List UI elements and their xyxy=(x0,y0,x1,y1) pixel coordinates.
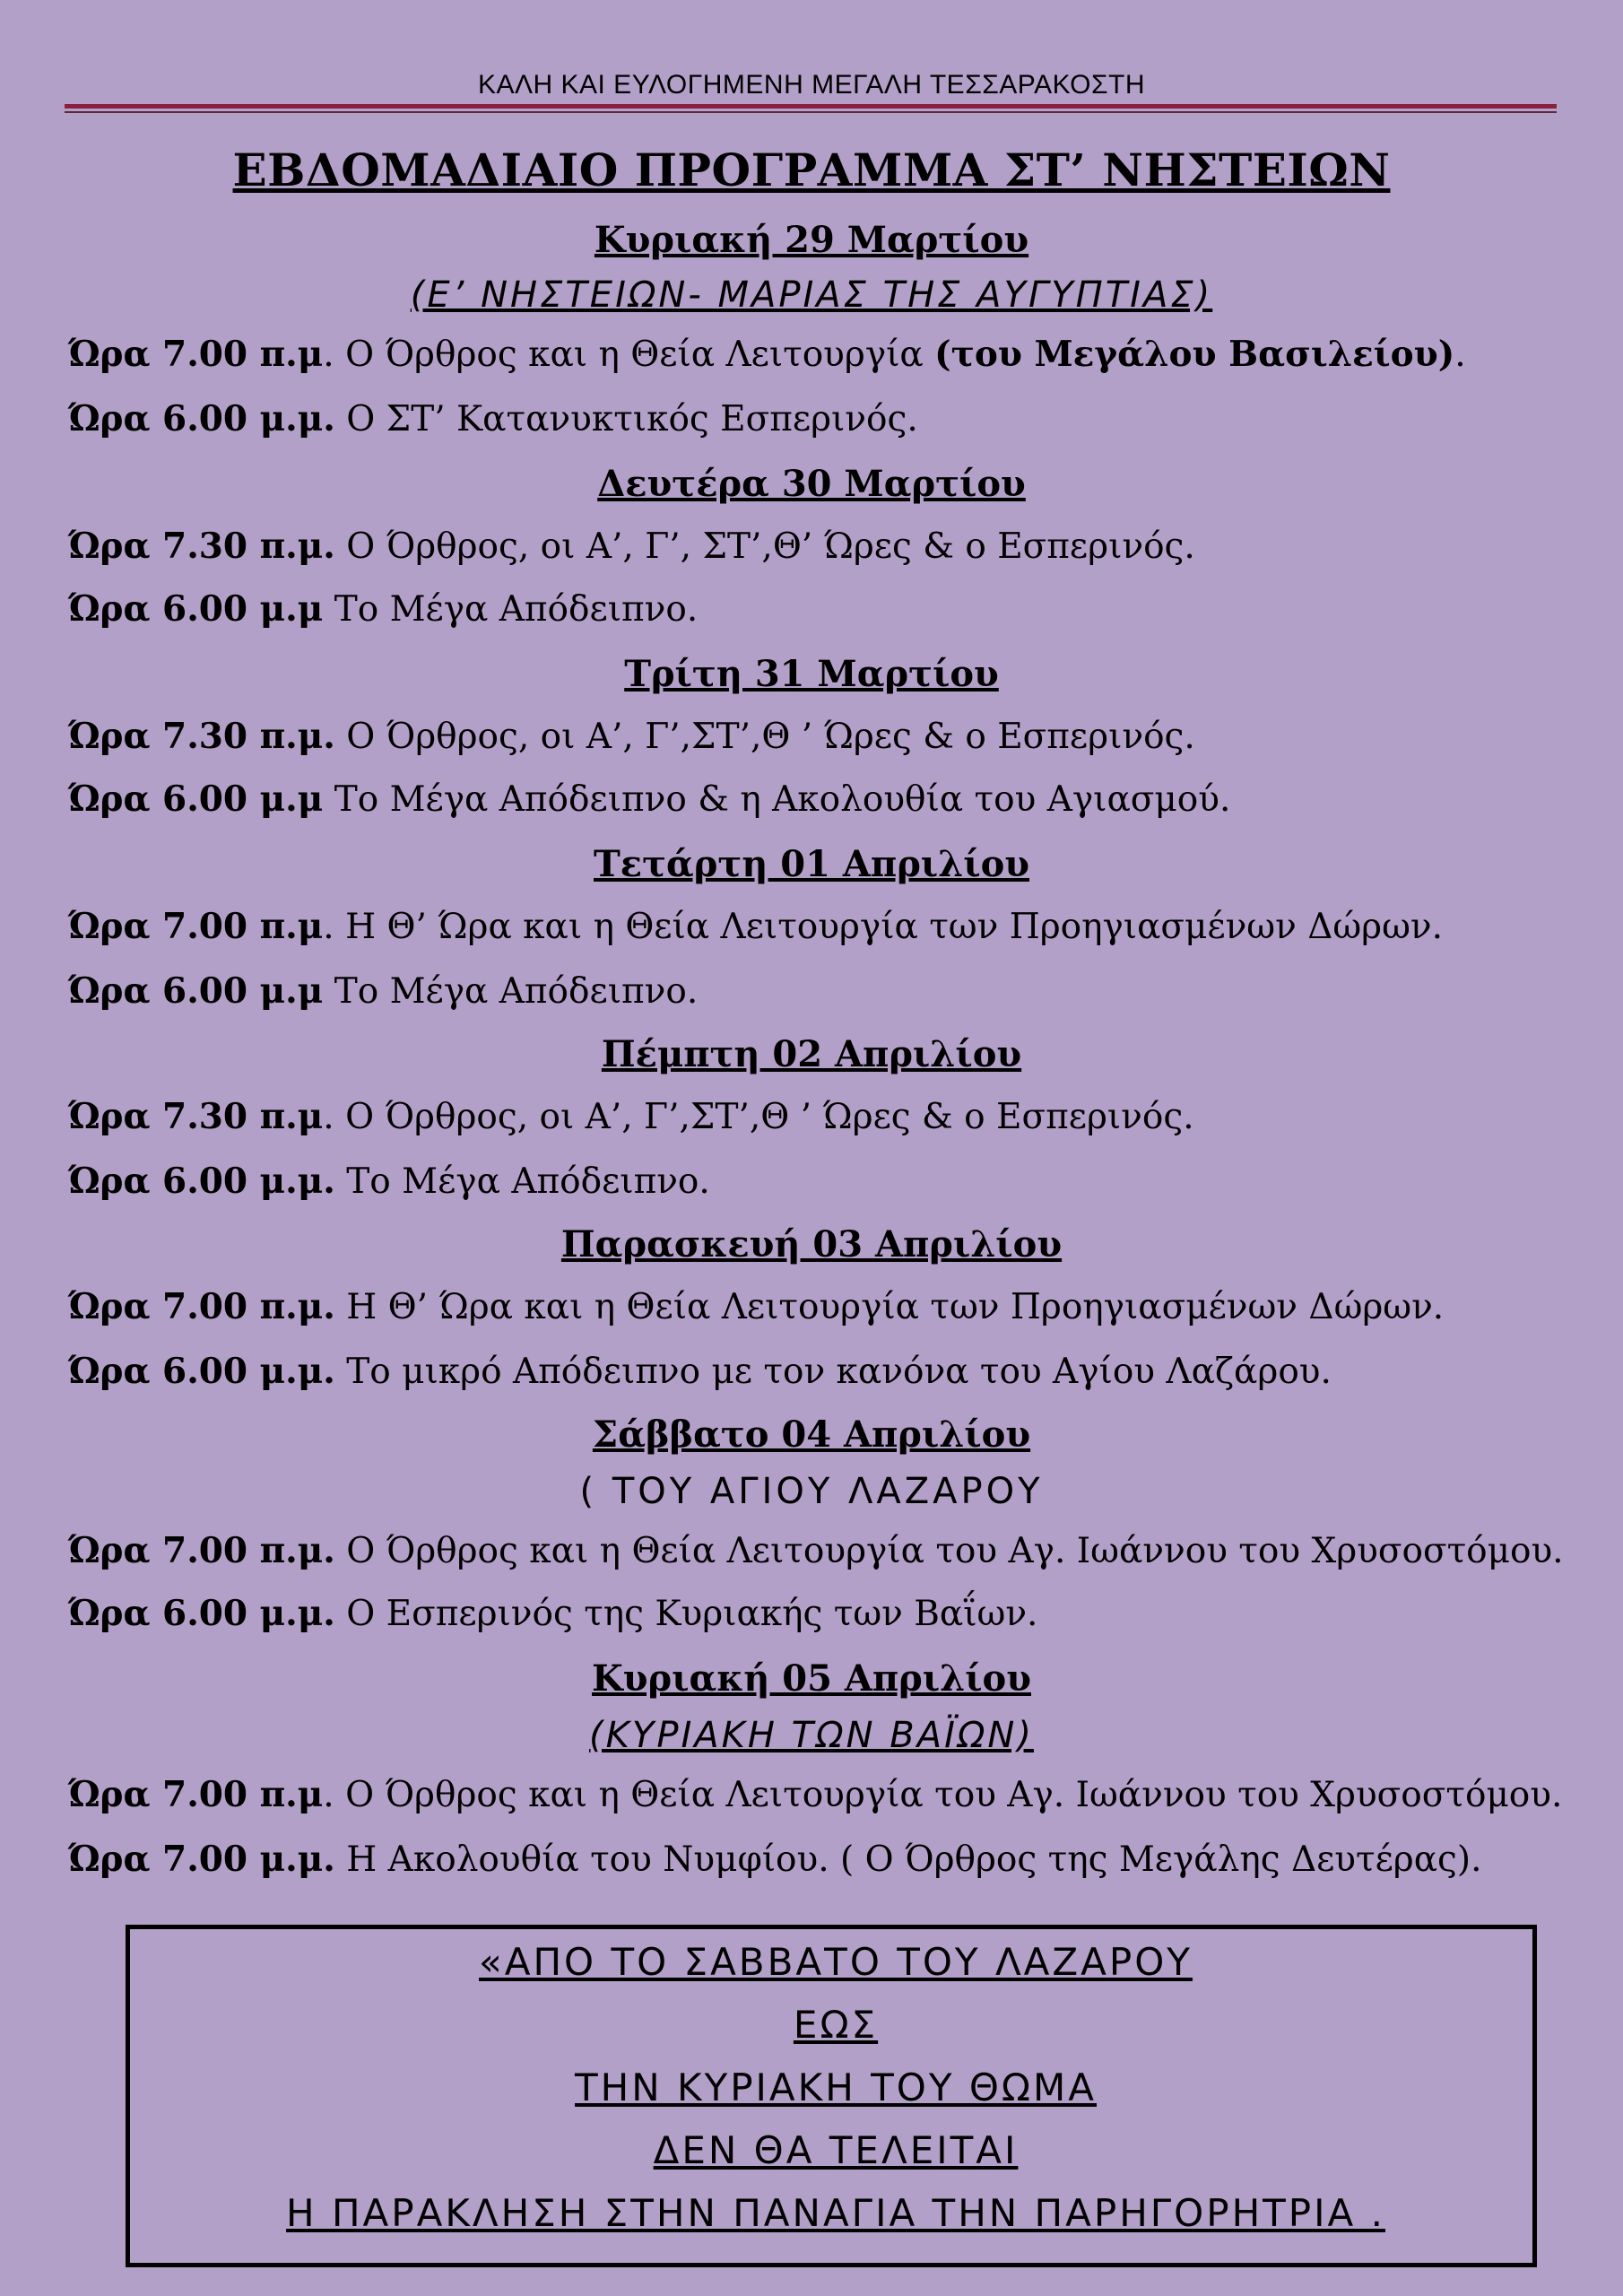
service-time: Ώρα 6.00 μ.μ xyxy=(68,970,324,1012)
notice-line: ΕΩΣ xyxy=(793,2003,879,2047)
service-text: . Ο Όρθρος, οι Α’, Γ’,ΣΤ’,Θ ’ Ώρες & ο Εσπερινός. xyxy=(323,1097,1194,1137)
day-heading: Κυριακή 05 Απριλίου xyxy=(592,1657,1031,1700)
service-time: Ώρα 7.00 π.μ. xyxy=(68,1286,335,1327)
service-text: Ο Όρθρος, οι Α’, Γ’,ΣΤ’,Θ ’ Ώρες & ο Εσπερινός. xyxy=(334,717,1195,757)
schedule-line xyxy=(68,906,1593,947)
notice-line: «ΑΠΟ ΤΟ ΣΑΒΒΑΤΟ ΤΟΥ ΛΑΖΑΡΟΥ xyxy=(479,1940,1193,1984)
notice-line: ΔΕΝ ΘΑ ΤΕΛΕΙΤΑΙ xyxy=(653,2128,1019,2172)
schedule-line xyxy=(68,1096,1593,1137)
day-subtitle: (ΚΥΡΙΑΚΗ ΤΩΝ ΒΑΪΩΝ) xyxy=(589,1715,1034,1756)
notice-box xyxy=(126,1925,1537,2267)
day-heading: Κυριακή 29 Μαρτίου xyxy=(594,219,1029,261)
schedule-line xyxy=(68,1286,1593,1327)
service-text: Η Ακολουθία του Νυμφίου. ( Ο Όρθρος της Μεγάλης Δευτέρας). xyxy=(334,1839,1482,1880)
service-text: Ο Όρθρος, οι Α’, Γ’, ΣΤ’,Θ’ Ώρες & ο Εσπερινός. xyxy=(334,526,1195,567)
service-text: Ο Όρθρος και η Θεία Λειτουργία του Αγ. Ιωάννου του Χρυσοστόμου. xyxy=(334,1531,1564,1571)
schedule-line xyxy=(68,778,1593,820)
service-tail: . xyxy=(1454,335,1466,375)
service-text: Ο Εσπερινός της Κυριακής των Βαΐων. xyxy=(334,1594,1038,1634)
service-text: Το μικρό Απόδειπνο με τον κανόνα του Αγίου Λαζάρου. xyxy=(334,1352,1332,1392)
schedule-line xyxy=(68,1839,1593,1880)
notice-line: ΤΗΝ ΚΥΡΙΑΚΗ ΤΟΥ ΘΩΜΑ xyxy=(575,2066,1097,2109)
day-heading: Σάββατο 04 Απριλίου xyxy=(592,1413,1031,1456)
schedule-line xyxy=(68,970,1593,1012)
notice-line: Η ΠΑΡΑΚΛΗΣΗ ΣΤΗΝ ΠΑΝΑΓΙΑ ΤΗΝ ΠΑΡΗΓΟΡΗΤΡΙΑ . xyxy=(286,2191,1385,2235)
page-title: ΕΒΔΟΜΑΔΙΑΙΟ ΠΡΟΓΡΑΜΜΑ ΣΤ’ ΝΗΣΤΕΙΩΝ xyxy=(232,144,1391,196)
schedule-line xyxy=(68,588,1593,630)
service-time: Ώρα 6.00 μ.μ. xyxy=(68,1351,335,1392)
service-time: Ώρα 7.00 π.μ xyxy=(68,1774,324,1815)
service-time: Ώρα 7.00 π.μ xyxy=(68,334,324,375)
day-heading: Δευτέρα 30 Μαρτίου xyxy=(597,463,1026,505)
day-heading: Παρασκευή 03 Απριλίου xyxy=(560,1223,1063,1265)
service-text: . Ο Όρθρος και η Θεία Λειτουργία xyxy=(323,335,935,375)
service-time: Ώρα 7.30 π.μ. xyxy=(68,526,335,567)
schedule-line xyxy=(68,1593,1593,1634)
service-time: Ώρα 7.00 π.μ. xyxy=(68,1530,335,1571)
service-time: Ώρα 6.00 μ.μ. xyxy=(68,398,335,439)
service-note: (του Μεγάλου Βασιλείου) xyxy=(934,334,1455,375)
service-text: Το Μέγα Απόδειπνο. xyxy=(323,971,699,1012)
day-heading: Πέμπτη 02 Απριλίου xyxy=(601,1033,1022,1075)
service-text: Το Μέγα Απόδειπνο. xyxy=(334,1161,710,1202)
service-text: Ο ΣΤ’ Κατανυκτικός Εσπερινός. xyxy=(334,399,918,439)
schedule-line xyxy=(68,716,1593,757)
header-rule xyxy=(65,104,1557,109)
day-heading: Τρίτη 31 Μαρτίου xyxy=(624,653,999,695)
schedule-line xyxy=(68,526,1593,567)
service-text: . Η Θ’ Ώρα και η Θεία Λειτουργία των Προηγιασμένων Δώρων. xyxy=(323,907,1444,947)
service-time: Ώρα 7.00 π.μ xyxy=(68,906,324,947)
service-text: . Ο Όρθρος και η Θεία Λειτουργία του Αγ. Ιωάννου του Χρυσοστόμου. xyxy=(323,1775,1563,1815)
service-time: Ώρα 7.00 μ.μ. xyxy=(68,1839,335,1880)
header-rule-thin xyxy=(65,111,1557,113)
service-time: Ώρα 6.00 μ.μ xyxy=(68,588,324,630)
service-time: Ώρα 7.30 π.μ. xyxy=(68,716,335,757)
service-text: Το Μέγα Απόδειπνο. xyxy=(323,589,699,630)
day-subtitle: (Ε’ ΝΗΣΤΕΙΩΝ- ΜΑΡΙΑΣ ΤΗΣ ΑΥΓΥΠΤΙΑΣ) xyxy=(410,274,1213,316)
service-text: Η Θ’ Ώρα και η Θεία Λειτουργία των Προηγιασμένων Δώρων. xyxy=(334,1287,1445,1327)
page-header: ΚΑΛΗ ΚΑΙ ΕΥΛΟΓΗΜΕΝΗ ΜΕΓΑΛΗ ΤΕΣΣΑΡΑΚΟΣΤΗ xyxy=(477,70,1146,100)
service-time: Ώρα 7.30 π.μ xyxy=(68,1096,324,1137)
schedule-line xyxy=(68,1530,1593,1571)
schedule-line xyxy=(68,398,1593,439)
schedule-line xyxy=(68,1351,1593,1392)
schedule-line xyxy=(68,1161,1593,1202)
schedule-line xyxy=(68,334,1593,375)
day-heading: Τετάρτη 01 Απριλίου xyxy=(594,843,1029,885)
service-time: Ώρα 6.00 μ.μ. xyxy=(68,1161,335,1202)
day-subtitle: ( ΤΟΥ ΑΓΙΟΥ ΛΑΖΑΡΟΥ xyxy=(579,1471,1044,1512)
service-time: Ώρα 6.00 μ.μ xyxy=(68,778,324,820)
service-text: Το Μέγα Απόδειπνο & η Ακολουθία του Αγιασμού. xyxy=(323,779,1231,820)
schedule-line xyxy=(68,1774,1593,1815)
service-time: Ώρα 6.00 μ.μ. xyxy=(68,1593,335,1634)
